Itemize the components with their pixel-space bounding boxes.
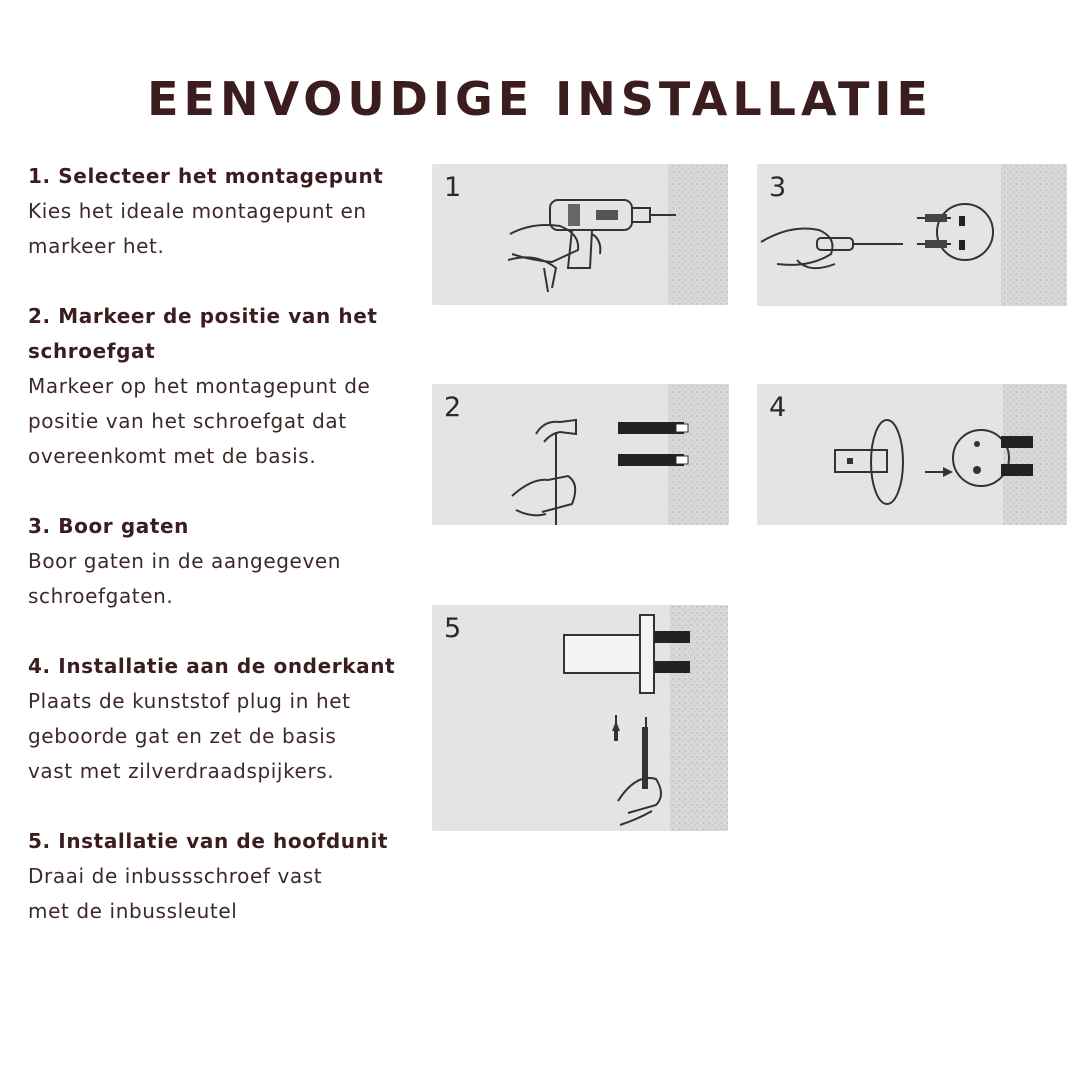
panel-number: 4 [769,392,787,423]
hex-key-icon [432,605,728,831]
step-text: met de inbussleutel [28,899,238,923]
illustration-step-1 [432,164,728,305]
step-text: schroefgaten. [28,584,174,608]
step-title: 4. Installatie aan de onderkant [28,654,396,678]
step-text: overeenkomt met de basis. [28,444,317,468]
panel-number: 1 [444,172,462,203]
step-4 [28,649,418,789]
illustration-step-5 [432,605,728,831]
step-text: Markeer op het montagepunt de [28,374,371,398]
base-mount-icon [757,384,1067,525]
step-title: 5. Installatie van de hoofdunit [28,829,389,853]
step-5 [28,824,418,929]
step-text: Draai de inbussschroef vast [28,864,323,888]
illustration-step-3 [757,164,1067,306]
drill-icon [432,164,728,305]
step-text: vast met zilverdraadspijkers. [28,759,335,783]
step-3 [28,509,418,614]
step-text: Boor gaten in de aangegeven [28,549,342,573]
hammer-icon [432,384,729,525]
step-title: schroefgat [28,339,156,363]
page-title: EENVOUDIGE INSTALLATIE [147,72,933,126]
step-text: Kies het ideale montagepunt en [28,199,367,223]
step-title: 3. Boor gaten [28,514,190,538]
step-text: Plaats de kunststof plug in het [28,689,351,713]
step-text: markeer het. [28,234,165,258]
panel-number: 2 [444,392,462,423]
screwdriver-icon [757,164,1067,306]
step-2 [28,299,418,474]
step-title: 2. Markeer de positie van het [28,304,378,328]
step-text: positie van het schroefgat dat [28,409,347,433]
step-1 [28,159,418,264]
panel-number: 5 [444,613,462,644]
illustration-step-2 [432,384,729,525]
illustration-step-4 [757,384,1067,525]
instruction-steps [28,159,418,964]
step-text: geboorde gat en zet de basis [28,724,337,748]
step-title: 1. Selecteer het montagepunt [28,164,384,188]
panel-number: 3 [769,172,787,203]
